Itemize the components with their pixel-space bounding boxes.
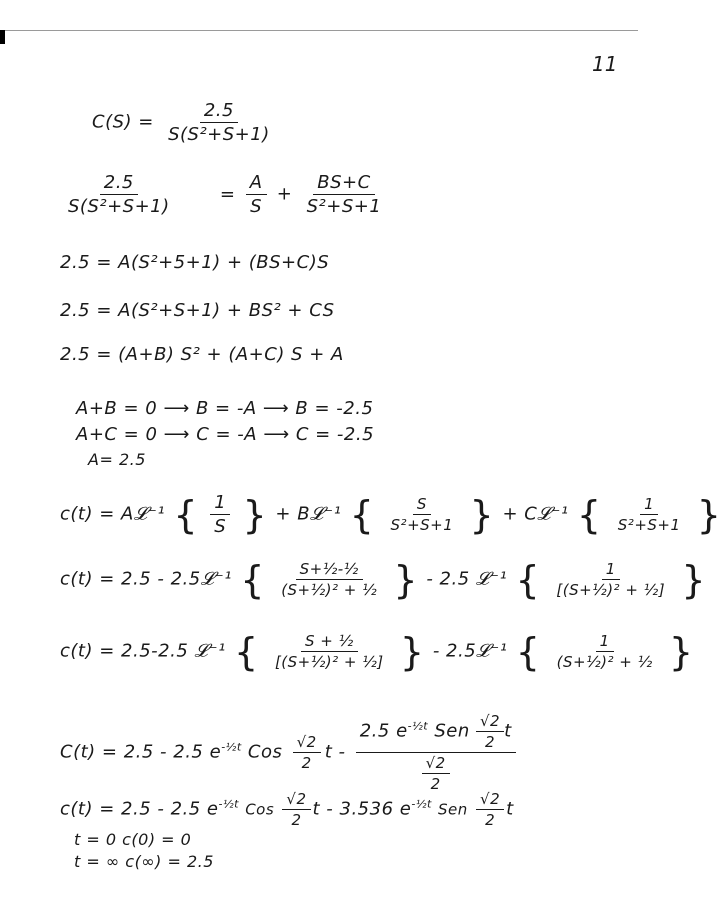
eq6-mid2: + C𝓛⁻¹ bbox=[502, 503, 569, 525]
eq2-equals: = bbox=[219, 183, 236, 205]
eq8-mid: - 2.5𝓛⁻¹ bbox=[432, 640, 508, 662]
brace-open-icon: { bbox=[173, 492, 199, 537]
brace-open-icon: { bbox=[576, 492, 602, 537]
eq2-lhs-fraction bbox=[64, 172, 174, 217]
eq2-b-numerator: BS+C bbox=[313, 172, 374, 195]
eq7-term2-den: [(S+½)² + ½] bbox=[556, 581, 666, 599]
equation-step-3: 2.5 = A(S²+5+1) + (BS+C)S bbox=[60, 252, 330, 273]
brace-close-icon: } bbox=[668, 629, 694, 674]
eq10-arg-num: √2 bbox=[282, 790, 310, 810]
eq10-arg2-den: 2 bbox=[485, 811, 496, 829]
eq9-cos-arg-den: 2 bbox=[301, 754, 312, 772]
brace-close-icon: } bbox=[393, 557, 419, 602]
eq6-term3 bbox=[614, 495, 685, 534]
eq2-a-numerator: A bbox=[246, 172, 267, 195]
eq6-term2-den: S²+S+1 bbox=[390, 516, 454, 534]
eq10-arg-den: 2 bbox=[291, 811, 302, 829]
eq9-cos-arg-num: √2 bbox=[293, 733, 321, 753]
eq9-t: t bbox=[324, 741, 333, 763]
system-line-1: A+B = 0 ⟶ B = -A ⟶ B = -2.5 bbox=[76, 398, 374, 419]
eq7-term1-den: (S+½)² + ½ bbox=[281, 581, 378, 599]
eq7-term2-num: 1 bbox=[602, 560, 620, 580]
equation-step-5: 2.5 = (A+B) S² + (A+C) S + A bbox=[60, 344, 344, 365]
eq6-term2-num: S bbox=[413, 495, 431, 515]
eq2-b-denominator: S²+S+1 bbox=[306, 196, 382, 217]
system-line-3: A= 2.5 bbox=[88, 450, 146, 469]
brace-open-icon: { bbox=[349, 492, 375, 537]
brace-open-icon: { bbox=[240, 557, 265, 602]
page-number: 11 bbox=[592, 52, 618, 76]
equation-transfer-function bbox=[92, 100, 278, 145]
eq8-term1-num: S + ½ bbox=[301, 632, 358, 652]
eq8-term2-den: (S+½)² + ½ bbox=[556, 653, 653, 671]
brace-open-icon: { bbox=[515, 557, 541, 602]
eq9-num-t: t bbox=[504, 720, 512, 742]
eq8-term2 bbox=[553, 632, 657, 671]
brace-close-icon: } bbox=[696, 492, 722, 537]
eq6-term3-den: S²+S+1 bbox=[617, 516, 681, 534]
eq7-term2 bbox=[552, 560, 669, 599]
eq7-term1 bbox=[277, 560, 381, 599]
eq9-cos: Cos bbox=[247, 741, 283, 763]
eq1-lhs: C(S) = bbox=[92, 111, 154, 133]
eq10-mid: t - 3.536 e bbox=[312, 798, 412, 820]
eq2-a-denominator: S bbox=[250, 196, 263, 217]
eq9-sine-fraction bbox=[356, 712, 516, 793]
eq7-mid: - 2.5 𝓛⁻¹ bbox=[426, 568, 508, 590]
initial-condition: t = 0 c(0) = 0 bbox=[74, 830, 192, 849]
eq6-term1-den: S bbox=[214, 516, 227, 537]
eq9-sine-denominator bbox=[418, 753, 454, 793]
eq6-mid1: + B𝓛⁻¹ bbox=[275, 503, 342, 525]
eq10-exp2: -½t bbox=[411, 797, 432, 811]
equation-inverse-laplace-1 bbox=[60, 492, 723, 537]
final-condition: t = ∞ c(∞) = 2.5 bbox=[74, 852, 214, 871]
equation-time-domain-1 bbox=[60, 712, 520, 793]
equation-step-4: 2.5 = A(S²+S+1) + BS² + CS bbox=[60, 300, 335, 321]
eq7-term1-num: S+½-½ bbox=[296, 560, 363, 580]
eq9-sen-arg-num: √2 bbox=[476, 712, 504, 732]
eq9-sen-arg bbox=[476, 712, 504, 751]
top-rule bbox=[0, 30, 638, 31]
eq7-lhs: c(t) = 2.5 - 2.5𝓛⁻¹ bbox=[60, 568, 233, 590]
eq10-arg2-num: √2 bbox=[476, 790, 504, 810]
brace-open-icon: { bbox=[515, 629, 541, 674]
eq1-denominator: S(S²+S+1) bbox=[168, 124, 270, 145]
brace-close-icon: } bbox=[681, 557, 706, 602]
brace-close-icon: } bbox=[399, 629, 425, 674]
eq2-a-fraction bbox=[246, 172, 267, 217]
eq10-arg bbox=[282, 790, 310, 829]
eq10-arg2 bbox=[476, 790, 504, 829]
eq9-lhs: C(t) = 2.5 - 2.5 e bbox=[60, 741, 222, 763]
eq2-b-fraction bbox=[303, 172, 386, 217]
equation-inverse-laplace-2 bbox=[60, 557, 708, 602]
eq9-sen-arg-den: 2 bbox=[485, 733, 496, 751]
brace-close-icon: } bbox=[469, 492, 495, 537]
eq2-plus: + bbox=[276, 183, 293, 205]
eq10-lhs: c(t) = 2.5 - 2.5 e bbox=[60, 798, 219, 820]
left-margin-mark bbox=[0, 30, 5, 44]
eq9-cos-arg bbox=[293, 733, 321, 772]
eq2-lhs-denominator: S(S²+S+1) bbox=[68, 196, 170, 217]
equation-partial-fractions bbox=[60, 172, 389, 217]
eq10-cos: Cos bbox=[245, 800, 275, 819]
equation-inverse-laplace-3 bbox=[60, 629, 696, 674]
eq2-lhs-numerator: 2.5 bbox=[100, 172, 138, 195]
eq10-end: t bbox=[506, 798, 514, 820]
eq9-minus: - bbox=[338, 741, 346, 763]
eq6-term1 bbox=[210, 492, 230, 537]
eq10-sen: Sen bbox=[438, 800, 468, 819]
eq9-den-den: 2 bbox=[430, 775, 441, 793]
eq9-exp2: -½t bbox=[407, 719, 429, 733]
equation-time-domain-2 bbox=[60, 790, 514, 829]
eq1-fraction bbox=[164, 100, 274, 145]
eq9-sine-numerator bbox=[356, 712, 516, 753]
eq8-term1 bbox=[271, 632, 388, 671]
eq8-term1-den: [(S+½)² + ½] bbox=[274, 653, 384, 671]
brace-open-icon: { bbox=[234, 629, 259, 674]
eq6-lhs: c(t) = A𝓛⁻¹ bbox=[60, 503, 166, 525]
eq8-term2-num: 1 bbox=[596, 632, 614, 652]
eq6-term2 bbox=[387, 495, 458, 534]
brace-close-icon: } bbox=[242, 492, 268, 537]
eq6-term3-num: 1 bbox=[640, 495, 658, 515]
eq8-lhs: c(t) = 2.5-2.5 𝓛⁻¹ bbox=[60, 640, 226, 662]
eq9-num-b: Sen bbox=[434, 720, 470, 742]
eq9-den-frac bbox=[422, 754, 450, 793]
eq10-exp1: -½t bbox=[218, 797, 239, 811]
system-line-2: A+C = 0 ⟶ C = -A ⟶ C = -2.5 bbox=[76, 424, 375, 445]
eq9-den-num: √2 bbox=[422, 754, 450, 774]
eq9-exp1: -½t bbox=[221, 740, 242, 754]
eq9-num-a: 2.5 e bbox=[359, 720, 408, 742]
eq6-term1-num: 1 bbox=[210, 492, 230, 515]
eq1-numerator: 2.5 bbox=[200, 100, 238, 123]
